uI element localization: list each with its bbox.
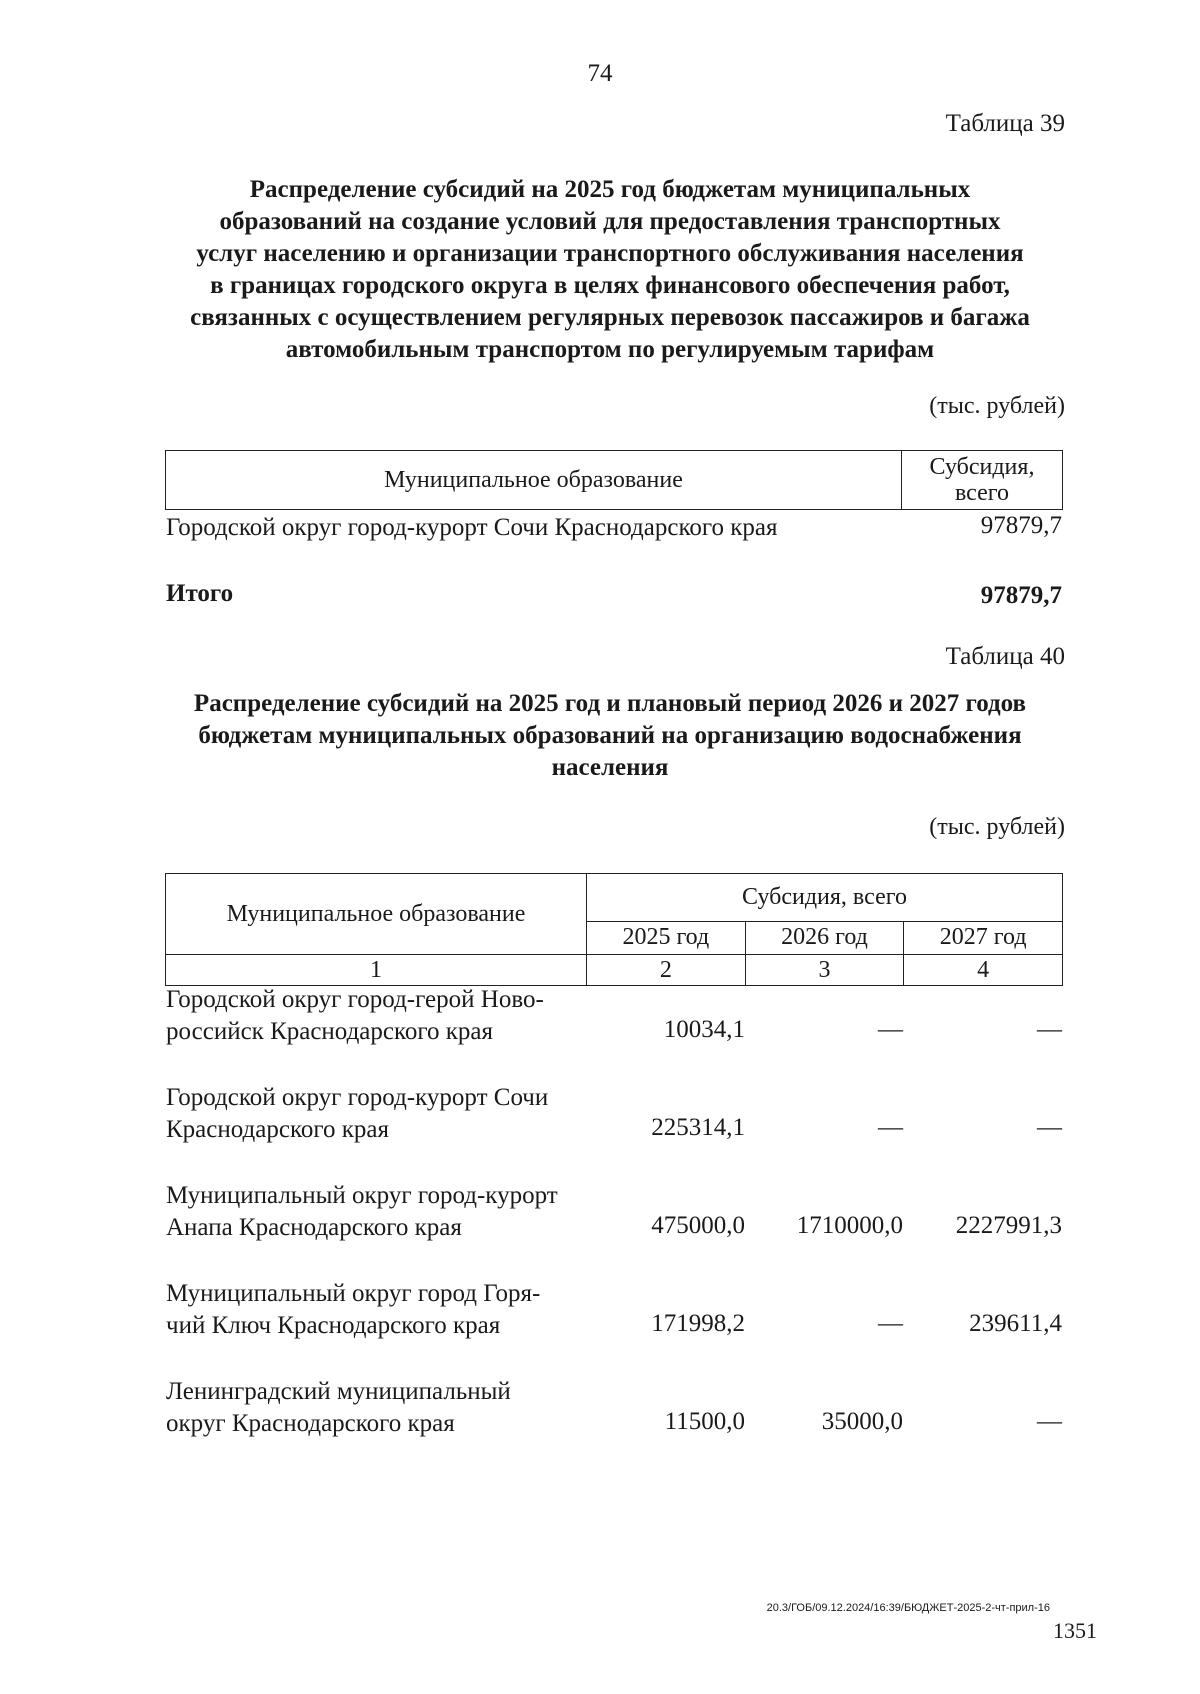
table-39-header: [165, 450, 1063, 510]
header-year-2025: 2025 год: [587, 921, 746, 954]
row-value-2027: 2227991,3: [955, 1212, 1062, 1239]
title-line: образований на создание условий для предоставления транспортных: [219, 208, 1001, 235]
row-value-2025: 475000,0: [651, 1212, 745, 1239]
title-line: услуг населению и организации транспортного обслуживания населения: [196, 240, 1024, 267]
table-39-row-name: Городской округ город-курорт Сочи Краснодарского края: [166, 514, 778, 541]
title-line: в границах городского округа в целях финансового обеспечения работ,: [210, 272, 1010, 299]
row-name-line: Муниципальный округ город Горя-: [166, 1280, 541, 1307]
column-number-3: 3: [745, 955, 904, 986]
header-year-2027: 2027 год: [904, 921, 1063, 954]
row-name-line: российск Краснодарского края: [166, 1018, 494, 1045]
row-value-2025: 10034,1: [663, 1016, 745, 1043]
page-number: 74: [587, 60, 613, 87]
row-name-line: Анапа Краснодарского края: [166, 1214, 462, 1241]
document-code: 20.3/ГОБ/09.12.2024/16:39/БЮДЖЕТ-2025-2-чт-прил-16: [766, 1602, 1050, 1614]
title-line: Распределение субсидий на 2025 год и плановый период 2026 и 2027 годов: [193, 690, 1027, 717]
table-40-label: Таблица 40: [945, 643, 1065, 670]
row-value-2026: —: [878, 1016, 903, 1043]
sheet-number: 1351: [1053, 1618, 1097, 1643]
table-40-row-name: [166, 1376, 511, 1440]
row-name-line: Муниципальный округ город-курорт: [166, 1182, 558, 1209]
row-name-line: округ Краснодарского края: [166, 1410, 455, 1437]
title-line: бюджетам муниципальных образований на организацию водоснабжения: [198, 722, 1022, 749]
row-value-2025: 171998,2: [651, 1310, 745, 1337]
table-40-row-name: [166, 1082, 548, 1146]
title-line: населения: [551, 754, 669, 781]
header-subsidy-line2: всего: [954, 480, 1010, 506]
table-39-row-value: 97879,7: [980, 512, 1062, 539]
table-40-row-name: [166, 1180, 558, 1244]
row-value-2026: —: [878, 1310, 903, 1337]
title-line: связанных с осуществлением регулярных перевозок пассажиров и багажа: [190, 304, 1030, 331]
row-value-2025: 11500,0: [664, 1408, 745, 1435]
row-value-2027: —: [1037, 1016, 1062, 1043]
header-subsidy-line1: Субсидия,: [929, 454, 1035, 480]
row-name-line: Ленинградский муниципальный: [166, 1378, 511, 1405]
table-39-units: (тыс. рублей): [929, 393, 1065, 419]
column-number-1: 1: [166, 955, 587, 986]
header-municipality: Муниципальное образование: [166, 451, 902, 510]
header-subsidy: [902, 451, 1063, 510]
row-name-line: Краснодарского края: [166, 1116, 389, 1143]
table-39-title: [170, 174, 1050, 366]
table-40-row-name: [166, 984, 544, 1048]
table-40-units: (тыс. рублей): [929, 814, 1065, 840]
column-number-2: 2: [587, 955, 746, 986]
table-40-title: [170, 688, 1050, 784]
row-name-line: чий Ключ Краснодарского края: [166, 1312, 501, 1339]
row-value-2027: —: [1037, 1114, 1062, 1141]
row-value-2026: 35000,0: [821, 1408, 903, 1435]
table-39-label: Таблица 39: [945, 110, 1065, 137]
row-value-2025: 225314,1: [651, 1114, 745, 1141]
row-value-2026: —: [878, 1114, 903, 1141]
title-line: Распределение субсидий на 2025 год бюджетам муниципальных: [249, 176, 971, 203]
table-40-header: [165, 873, 1063, 986]
row-value-2027: 239611,4: [969, 1310, 1062, 1337]
table-40-row-name: [166, 1278, 540, 1342]
table-39-total-value: 97879,7: [980, 582, 1062, 609]
header-year-2026: 2026 год: [745, 921, 904, 954]
column-number-4: 4: [904, 955, 1063, 986]
row-name-line: Городской округ город-курорт Сочи: [166, 1084, 549, 1111]
row-value-2027: —: [1037, 1408, 1062, 1435]
table-39-total-label: Итого: [166, 580, 234, 607]
header-subsidy-total: Субсидия, всего: [587, 874, 1063, 922]
header-municipality: Муниципальное образование: [166, 874, 587, 955]
row-name-line: Городской округ город-герой Ново-: [166, 986, 544, 1013]
row-value-2026: 1710000,0: [796, 1212, 903, 1239]
title-line: автомобильным транспортом по регулируемым тарифам: [285, 336, 935, 363]
